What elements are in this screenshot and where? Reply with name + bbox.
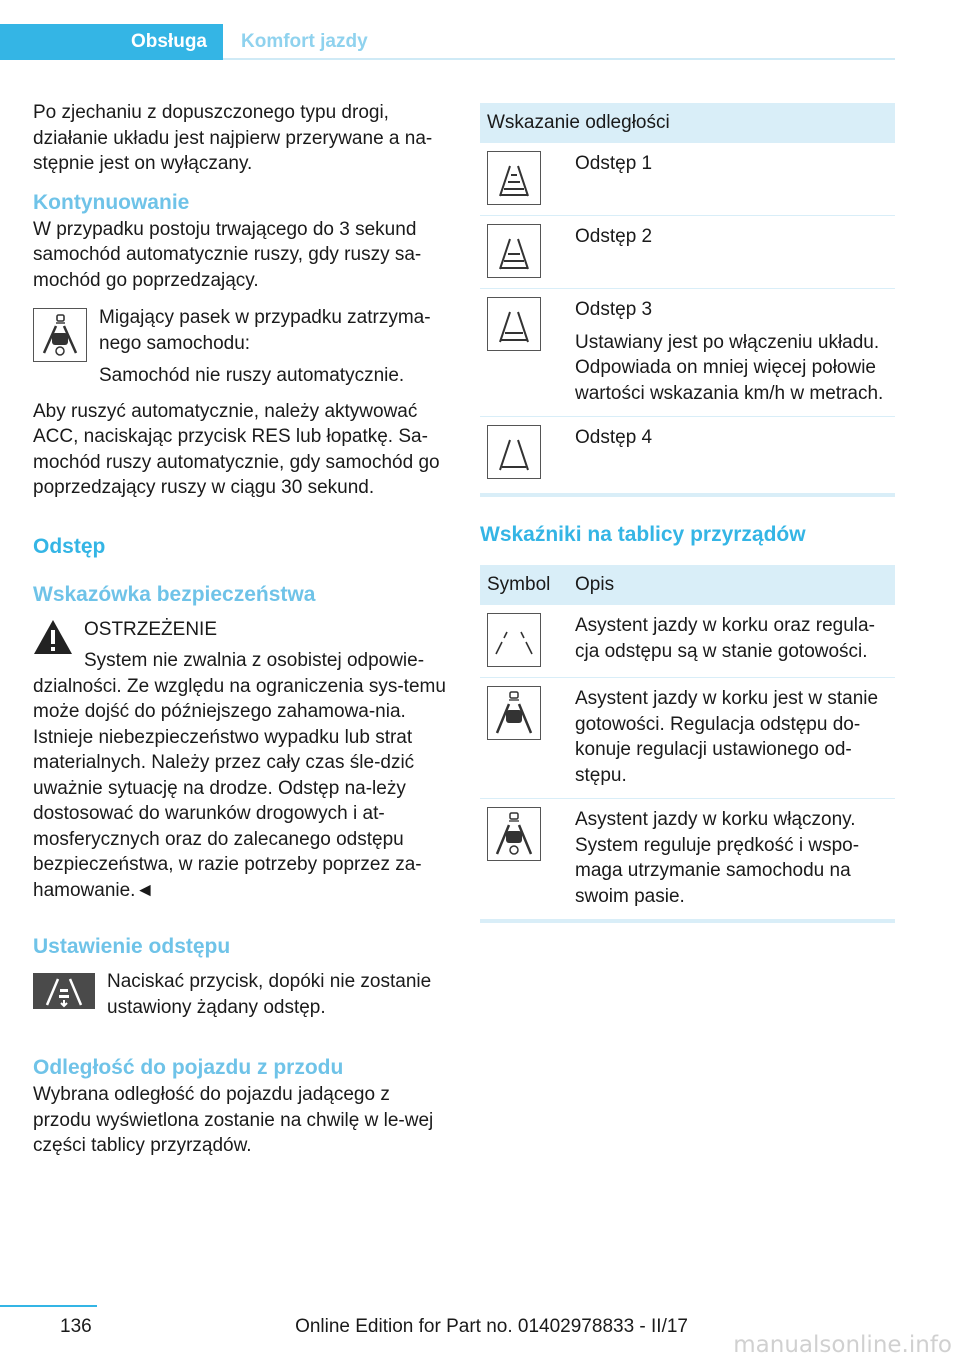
- stopped-note-1: Migający pasek w przypadku zatrzyma-nego samochodu:: [99, 307, 431, 354]
- distance-setting-text: Naciskać przycisk, dopóki nie zostanie ustawiony żądany odstęp.: [107, 971, 432, 1018]
- distance-table: [480, 103, 895, 497]
- table-row: [480, 216, 895, 289]
- warning-triangle-icon: [33, 619, 73, 655]
- tab-komfort-jazdy[interactable]: Komfort jazdy: [241, 31, 368, 52]
- distance-2-label: Odstęp 2: [575, 226, 653, 247]
- indicators-heading: Wskaźniki na tablicy przyrządów: [480, 523, 806, 546]
- table-row: [480, 289, 895, 417]
- table-row: [480, 605, 895, 678]
- distance-front-heading: Odległość do pojazdu z przodu: [33, 1056, 344, 1079]
- page-header: [0, 24, 895, 62]
- distance-3-description: Ustawiany jest po włączeniu układu. Odpowiada on mniej więcej połowie wartości wskazania km/h w metrach.: [575, 331, 884, 404]
- distance-1-icon: [487, 151, 541, 205]
- kontynuowanie-paragraph: W przypadku postoju trwającego do 3 sekund samochód automatycznie ruszy, gdy ruszy sa-mochód go poprzedzający.: [33, 218, 422, 291]
- stopped-note-2: Samochód nie ruszy automatycznie.: [99, 365, 405, 386]
- lane-ready-description: Asystent jazdy w korku oraz regula-cja odstępu są w stanie gotowości.: [568, 605, 895, 678]
- traffic-jam-standby-icon: [487, 686, 541, 740]
- traffic-jam-active-description: Asystent jazdy w korku włączony. System reguluje prędkość i wspo-maga utrzymanie samochodu na swoim pasie.: [568, 799, 895, 922]
- opis-column-header: Opis: [568, 565, 895, 605]
- left-column: [33, 100, 447, 1159]
- indicators-table: [480, 565, 895, 923]
- distance-button-note: [33, 969, 447, 1020]
- tab-obsluga[interactable]: Obsługa: [0, 24, 223, 60]
- safety-note-heading: Wskazówka bezpieczeństwa: [33, 582, 316, 606]
- right-column: [480, 103, 895, 923]
- distance-front-paragraph: Wybrana odległość do pojazdu jadącego z przodu wyświetlona zostanie na chwilę w le-wej części tablicy przyrządów.: [33, 1084, 434, 1156]
- lane-ready-icon: [487, 613, 541, 667]
- stopped-vehicle-note: [33, 305, 447, 389]
- start-auto-paragraph: Aby ruszyć automatycznie, należy aktywować ACC, naciskając przycisk RES lub łopatkę. Sa-mochód ruszy automatycznie, gdy samochód go poprzedzający ruszy w ciągu 30 sekund.: [33, 400, 440, 498]
- distance-3-label: Odstęp 3: [575, 299, 653, 320]
- kontynuowanie-heading: Kontynuowanie: [33, 190, 190, 214]
- warning-text: System nie zwalnia z osobistej odpowie-dzialności. Ze względu na ograniczenia sys-temu może dojść do późniejszego zahamowa-nia. Istnieje niebezpieczeństwo wypadku lub strat materialnych. Należy przez cały czas śle-dzić uważnie sytuację na drodze. Odstęp na-leży dostosować do warunków drogowych i at-mosferycznych oraz do zalecanego odstępu bezpieczeństwa, w razie potrzeby poprzez za-hamowanie.◄: [33, 650, 446, 901]
- distance-table-header: Wskazanie odległości: [480, 103, 895, 143]
- distance-setting-heading: Ustawienie odstępu: [33, 935, 231, 958]
- table-row: [480, 678, 895, 799]
- odstep-heading: Odstęp: [33, 534, 106, 558]
- symbol-column-header: Symbol: [480, 565, 568, 605]
- warning-block: [33, 617, 447, 643]
- edition-info: Online Edition for Part no. 01402978833 - II/17: [295, 1316, 688, 1337]
- distance-2-icon: [487, 224, 541, 278]
- distance-4-label: Odstęp 4: [575, 427, 653, 448]
- footer-divider: [0, 1305, 97, 1307]
- warning-title: OSTRZEŻENIE: [84, 618, 218, 640]
- traffic-jam-car-icon: [33, 308, 87, 362]
- watermark: manualsonline.info: [733, 1332, 952, 1358]
- table-row: [480, 799, 895, 922]
- distance-3-icon: [487, 297, 541, 351]
- page-number: 136: [60, 1316, 92, 1337]
- distance-button-icon: [33, 973, 95, 1009]
- table-row: [480, 143, 895, 216]
- distance-1-label: Odstęp 1: [575, 153, 653, 174]
- intro-paragraph: Po zjechaniu z dopuszczonego typu drogi, działanie układu jest najpierw przerywane a na-stępnie jest on wyłączany.: [33, 102, 433, 174]
- table-row: [480, 417, 895, 496]
- header-divider: [223, 58, 895, 60]
- traffic-jam-standby-description: Asystent jazdy w korku jest w stanie gotowości. Regulacja odstępu do-konuje regulacji ustawionego od-stępu.: [568, 678, 895, 799]
- distance-4-icon: [487, 425, 541, 479]
- traffic-jam-active-icon: [487, 807, 541, 861]
